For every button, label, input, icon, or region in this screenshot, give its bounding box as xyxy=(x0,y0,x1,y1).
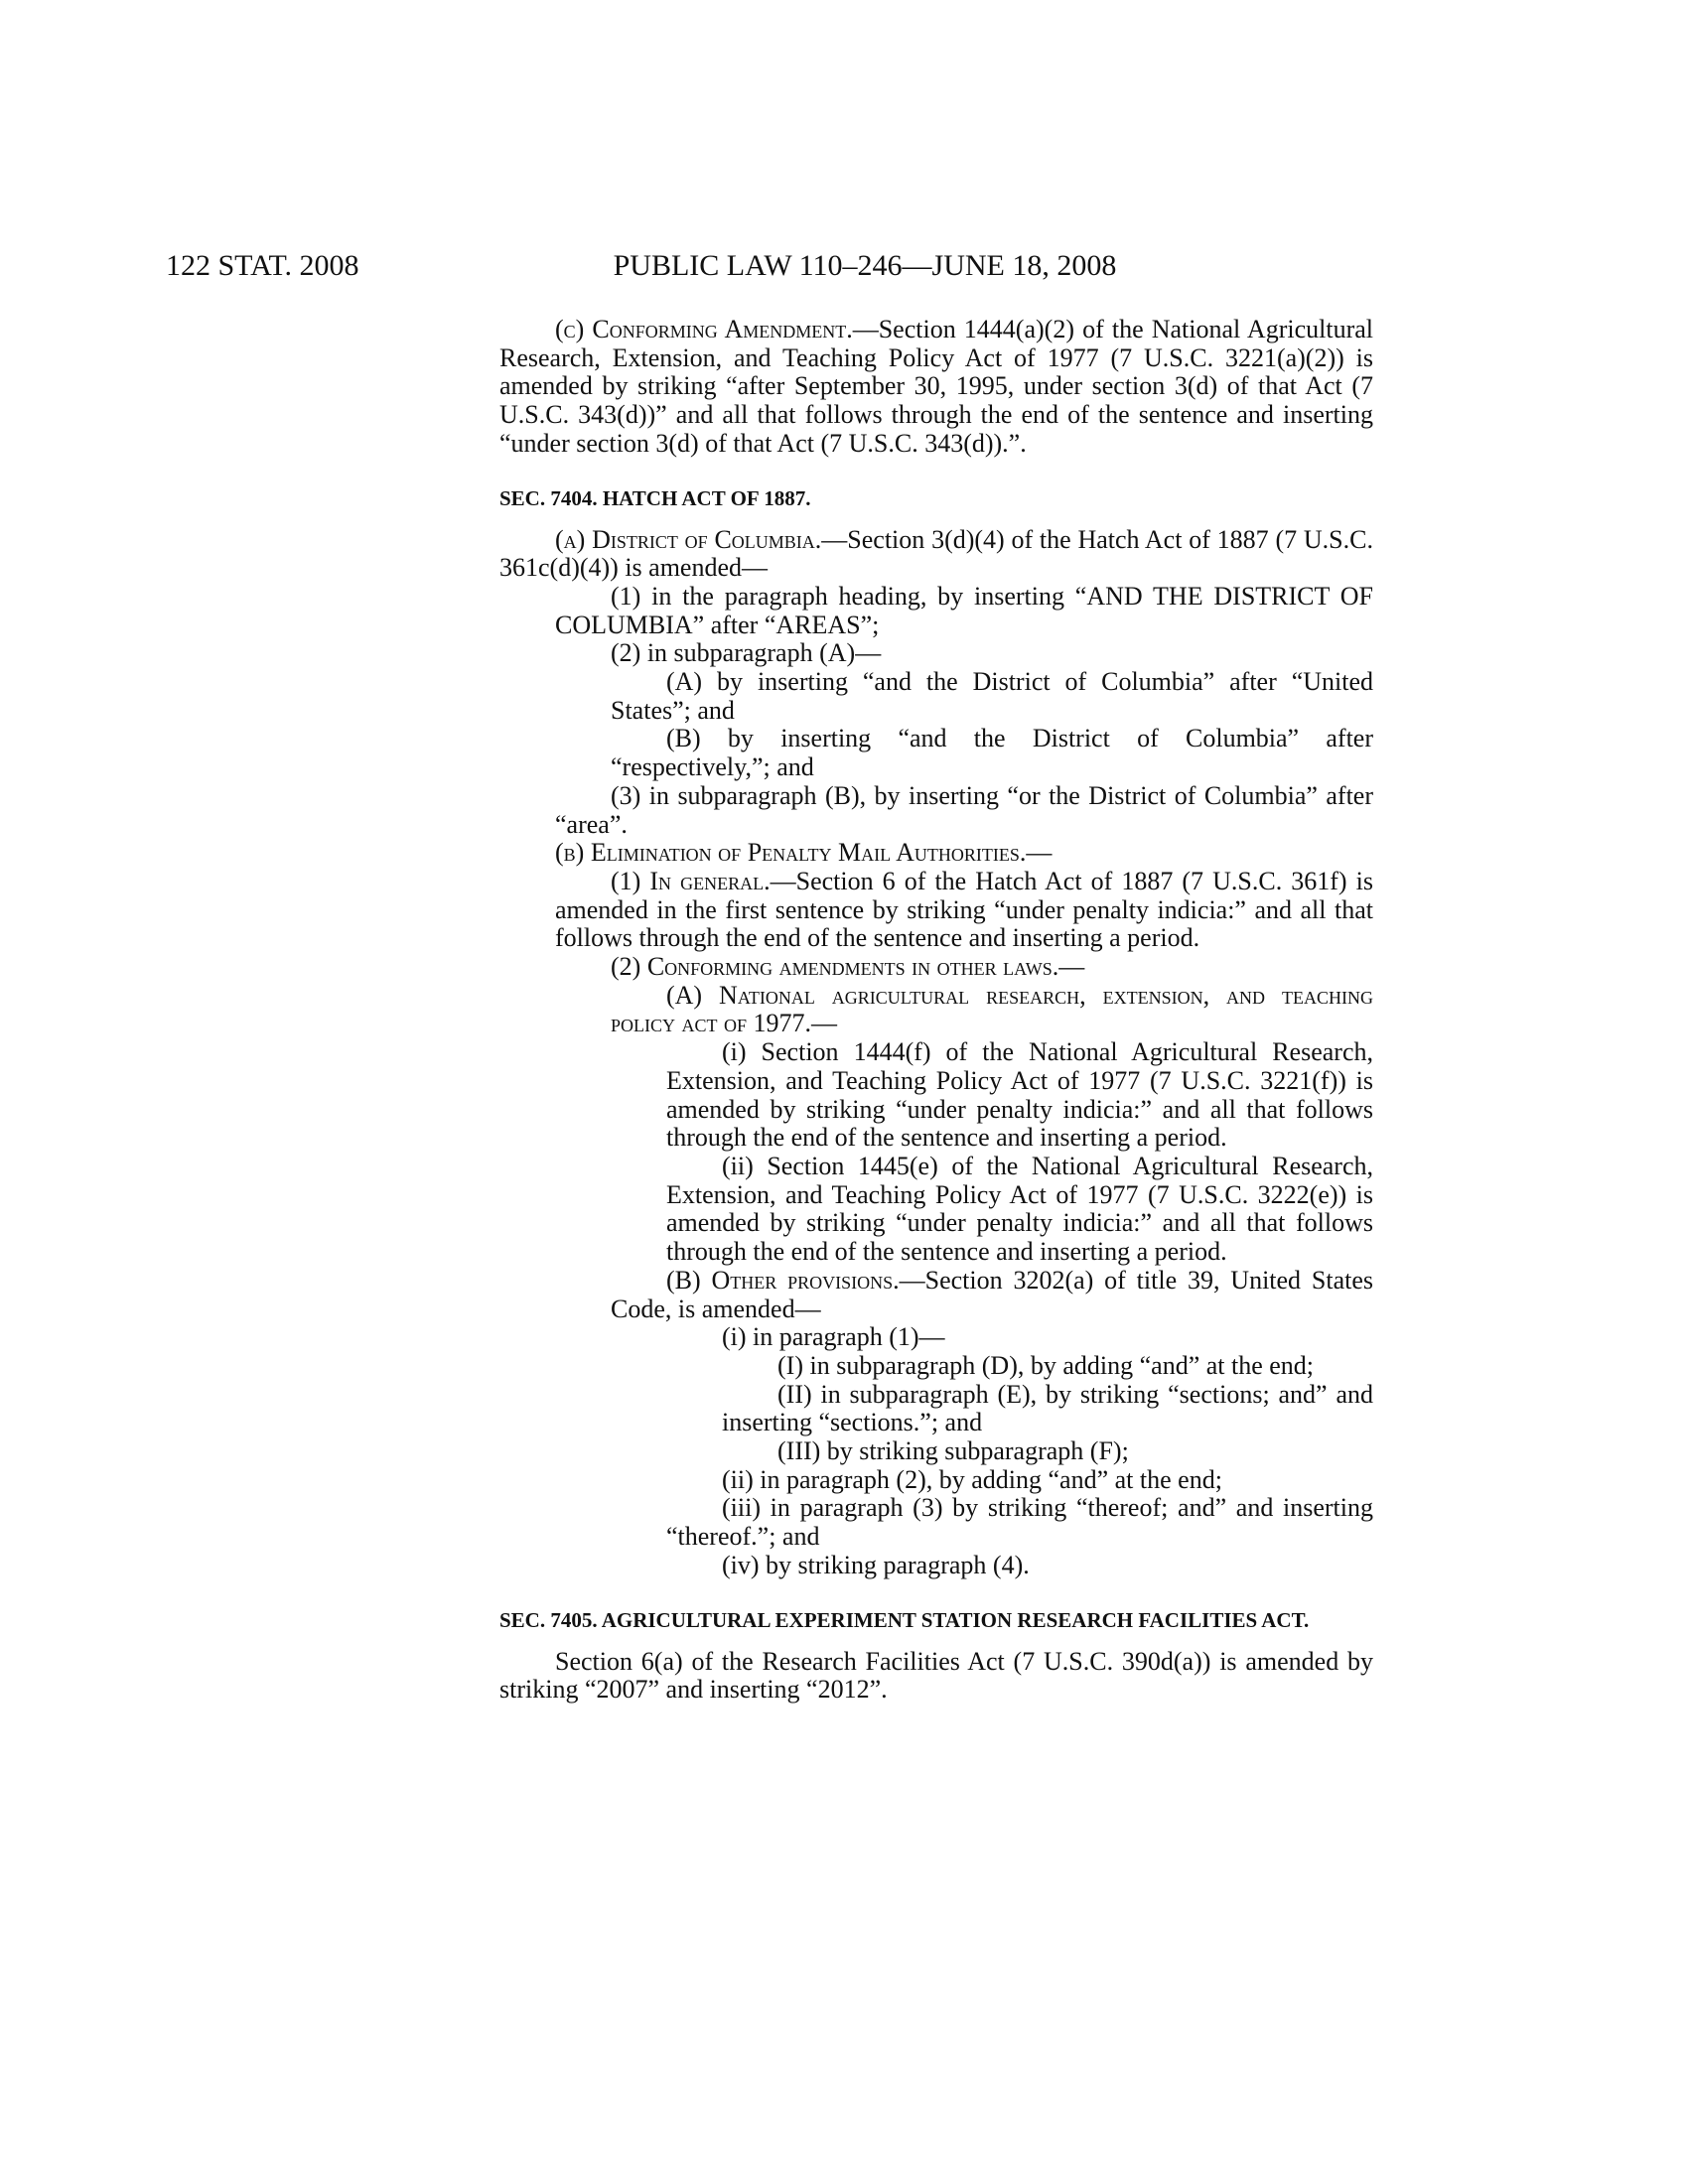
item-text: Section 3202(a) of title 39, United States Code, is amended— xyxy=(611,1265,1373,1323)
page-reference: 122 STAT. 2008 xyxy=(166,249,359,282)
item-b2-B-i-II: (II) in subparagraph (E), by striking “sections; and” and inserting “sections.”; and xyxy=(722,1379,1373,1437)
section-heading-7405: SEC. 7405. AGRICULTURAL EXPERIMENT STATION RESEARCH FACILITIES ACT. xyxy=(499,1607,1310,1632)
item-b2-A-ii: (ii) Section 1445(e) of the National Agricultural Research, Extension, and Teaching Policy Act of 1977 (7 U.S.C. 3222(e)) is amended by striking “under penalty indicia:” and all that follows through the end of the sentence and inserting a period. xyxy=(666,1151,1373,1267)
item-b2-B xyxy=(611,1267,1373,1323)
page-title: PUBLIC LAW 110–246—JUNE 18, 2008 xyxy=(613,249,1117,282)
item-b2-B-ii: (ii) in paragraph (2), by adding “and” at the end; xyxy=(722,1464,1222,1494)
item-b2-B-i: (i) in paragraph (1)— xyxy=(722,1322,945,1352)
item-b2 xyxy=(555,953,1373,982)
item-a1: (1) in the paragraph heading, by inserting “AND THE DISTRICT OF COLUMBIA” after “AREAS”; xyxy=(555,581,1373,639)
item-heading: (2) Conforming amendments in other laws.— xyxy=(611,952,1085,982)
item-b2-A xyxy=(611,982,1373,1038)
item-b2-B-i-I: (I) in subparagraph (D), by adding “and” at the end; xyxy=(777,1350,1315,1380)
paragraph-heading: (a) District of Columbia.— xyxy=(555,524,848,554)
paragraph-text: Section 3(d)(4) of the Hatch Act of 1887 (7 U.S.C. 361c(d)(4)) is amended— xyxy=(499,524,1373,583)
section-7405-text: Section 6(a) of the Research Facilities Act (7 U.S.C. 390d(a)) is amended by striking “2007” and inserting “2012”. xyxy=(499,1646,1373,1705)
item-heading: (A) National agricultural research, extension, and teaching policy act of 1977.— xyxy=(611,980,1373,1038)
item-a2-A: (A) by inserting “and the District of Columbia” after “United States”; and xyxy=(611,667,1373,725)
item-b2-B-i-III: (III) by striking subparagraph (F); xyxy=(777,1436,1129,1466)
item-heading: (B) Other provisions.— xyxy=(666,1265,925,1295)
item-a2: (2) in subparagraph (A)— xyxy=(611,638,882,668)
item-b2-B-iii: (iii) in paragraph (3) by striking “thereof; and” and inserting “thereof.”; and xyxy=(666,1493,1373,1552)
document-body xyxy=(499,316,1373,1705)
item-b2-A-i: (i) Section 1444(f) of the National Agricultural Research, Extension, and Teaching Policy Act of 1977 (7 U.S.C. 3221(f)) is amended by striking “under penalty indicia:” and all that follows through the end of the sentence and inserting a period. xyxy=(666,1037,1373,1153)
paragraph-b xyxy=(499,839,1373,868)
item-heading: (1) In general.— xyxy=(611,866,796,895)
item-a3: (3) in subparagraph (B), by inserting “or the District of Columbia” after “area”. xyxy=(555,780,1373,839)
paragraph-a xyxy=(499,526,1373,583)
paragraph-heading: (b) Elimination of Penalty Mail Authorities.— xyxy=(555,838,1053,868)
item-b2-B-iv: (iv) by striking paragraph (4). xyxy=(722,1550,1030,1579)
paragraph-c xyxy=(499,316,1373,459)
paragraph-text: Section 1444(a)(2) of the National Agricultural Research, Extension, and Teaching Policy Act of 1977 (7 U.S.C. 3221(a)(2)) is amended by striking “after September 30, 1995, under section 3(d) of that Act (7 U.S.C. 343(d))” and all that follows through the end of the sentence and inserting “under section 3(d) of that Act (7 U.S.C. 343(d)).”. xyxy=(499,315,1373,458)
item-a2-B: (B) by inserting “and the District of Columbia” after “respectively,”; and xyxy=(611,724,1373,782)
paragraph-heading: (c) Conforming Amendment.— xyxy=(555,315,879,343)
item-text: Section 6 of the Hatch Act of 1887 (7 U.S.C. 361f) is amended in the first sentence by striking “under penalty indicia:” and all that follows through the end of the sentence and inserting a period. xyxy=(555,866,1373,953)
section-heading-7404: SEC. 7404. HATCH ACT OF 1887. xyxy=(499,485,811,510)
item-b1 xyxy=(555,868,1373,953)
